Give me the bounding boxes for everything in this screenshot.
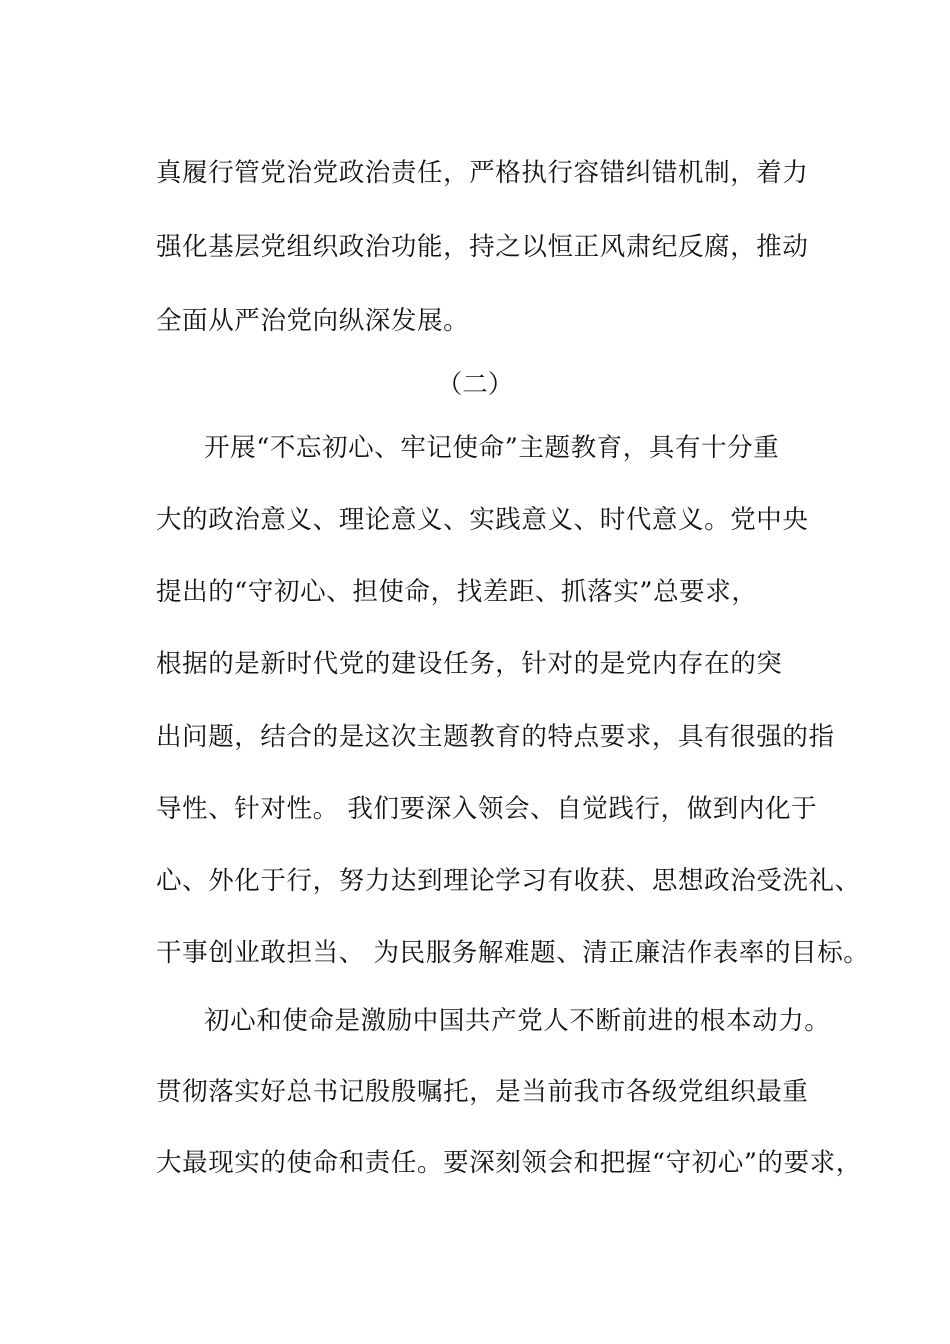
paragraph-1-line-3: 全面从严治党向纵深发展。 bbox=[156, 306, 470, 336]
paragraph-2-line-1: 开展“不忘初心、牢记使命”主题教育，具有十分重 bbox=[204, 433, 780, 463]
section-heading: （二） bbox=[436, 370, 514, 400]
paragraph-2-line-3: 提出的“守初心、担使命，找差距、抓落实”总要求， bbox=[156, 577, 758, 607]
paragraph-2-line-7: 心、外化于行，努力达到理论学习有收获、思想政治受洗礼、 bbox=[156, 866, 861, 896]
paragraph-3-line-3: 大最现实的使命和责任。要深刻领会和把握“守初心”的要求， bbox=[156, 1148, 862, 1178]
paragraph-2-line-4: 根据的是新时代党的建设任务，针对的是党内存在的突 bbox=[156, 649, 783, 679]
paragraph-2-line-8: 干事创业敢担当、 为民服务解难题、清正廉洁作表率的目标。 bbox=[156, 938, 870, 968]
paragraph-1-line-1: 真履行管党治党政治责任，严格执行容错纠错机制，着力 bbox=[156, 158, 809, 188]
paragraph-3-line-2: 贯彻落实好总书记殷殷嘱托，是当前我市各级党组织最重 bbox=[156, 1077, 809, 1107]
paragraph-2-line-5: 出问题，结合的是这次主题教育的特点要求，具有很强的指 bbox=[156, 722, 835, 752]
paragraph-2-line-2: 大的政治意义、理论意义、实践意义、时代意义。党中央 bbox=[156, 505, 809, 535]
paragraph-1-line-2: 强化基层党组织政治功能，持之以恒正风肃纪反腐，推动 bbox=[156, 232, 809, 262]
paragraph-2-line-6: 导性、针对性。 我们要深入领会、自觉践行，做到内化于 bbox=[156, 794, 818, 824]
paragraph-3-line-1: 初心和使命是激励中国共产党人不断前进的根本动力。 bbox=[204, 1006, 831, 1036]
